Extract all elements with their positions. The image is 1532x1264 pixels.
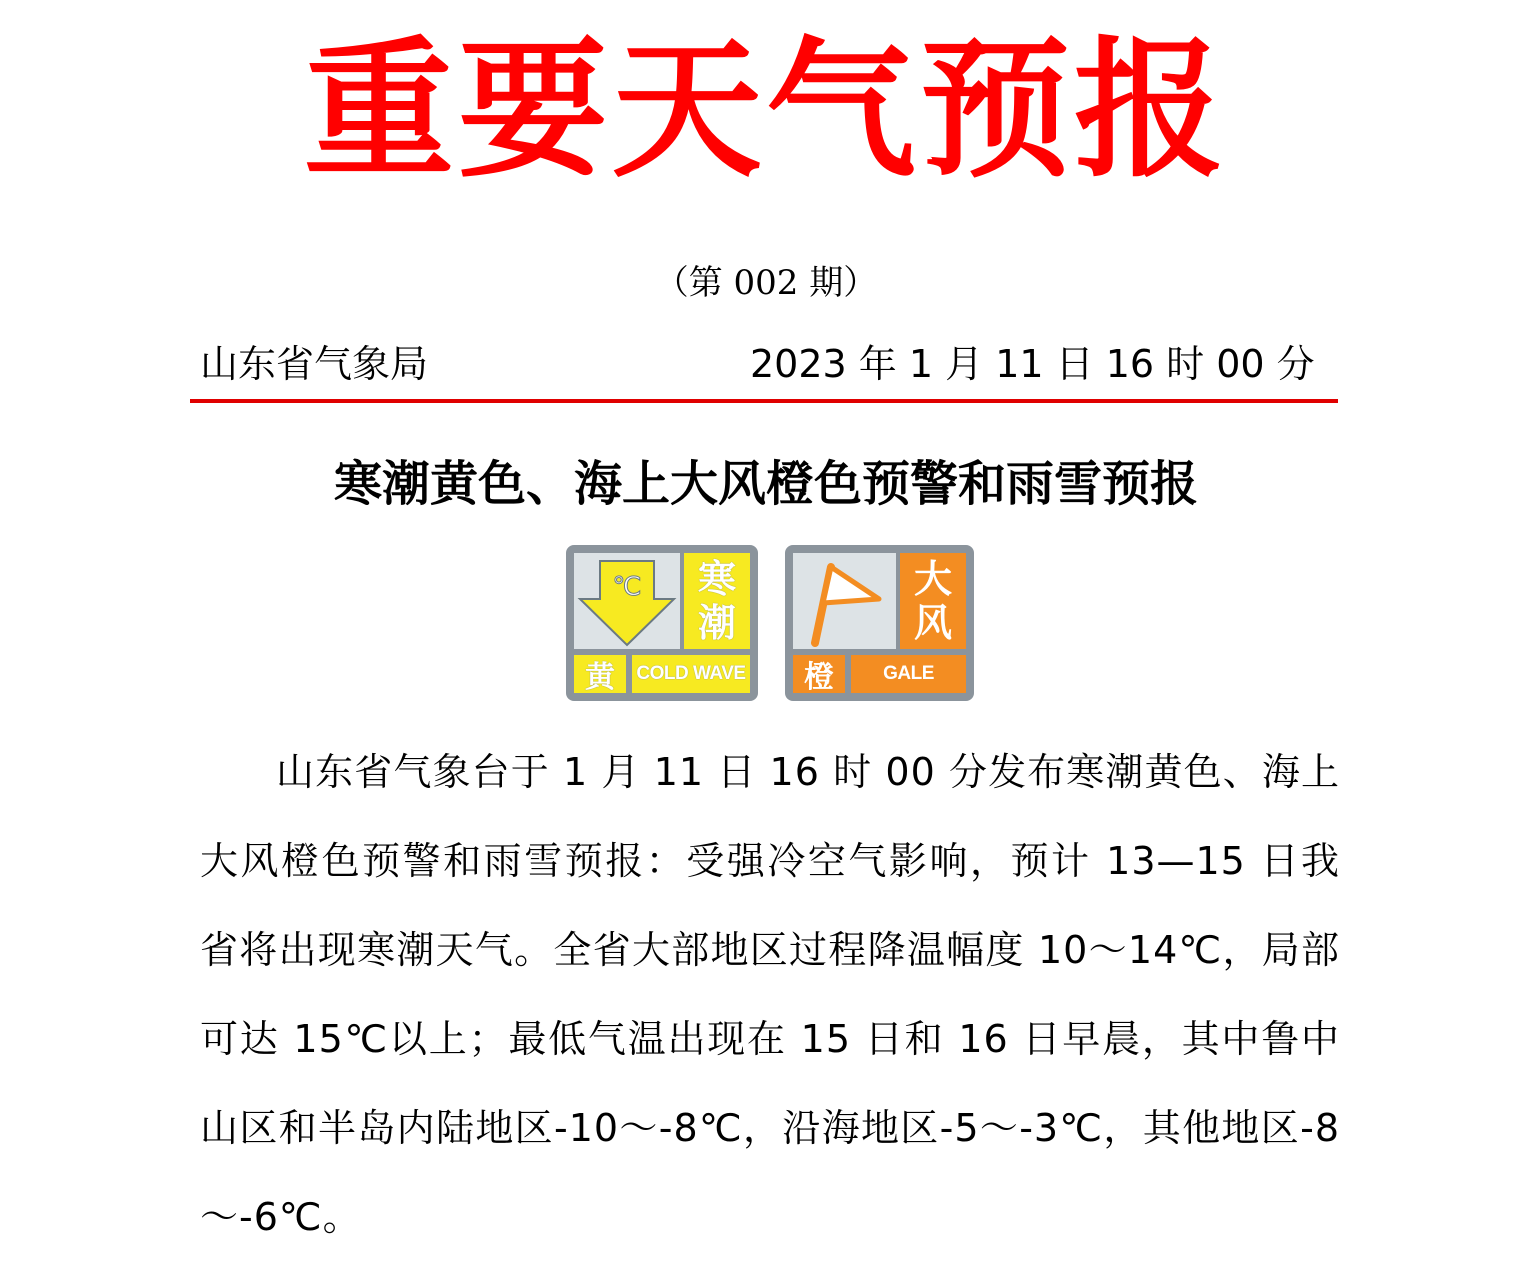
cold-wave-pictogram	[574, 553, 680, 649]
cold-wave-english-label: COLD WAVE	[632, 655, 750, 693]
cold-wave-name-line2: 潮	[697, 601, 736, 645]
gale-level: 橙	[793, 655, 845, 693]
celsius-symbol: ℃	[612, 572, 642, 602]
gale-orange-signal	[785, 545, 974, 701]
wind-flag-icon	[793, 553, 896, 649]
gale-english-label: GALE	[851, 655, 966, 693]
issued-time: 2023 年 1 月 11 日 16 时 00 分	[750, 342, 1315, 386]
gale-name-line1: 大	[913, 557, 952, 601]
cold-wave-level: 黄	[574, 655, 626, 693]
gale-pictogram	[793, 553, 896, 649]
gale-name	[900, 553, 966, 649]
cold-wave-yellow-signal	[566, 545, 758, 701]
masthead-title: 重要天气预报	[303, 22, 1228, 198]
cold-wave-name	[684, 553, 750, 649]
issuing-agency: 山东省气象局	[200, 342, 429, 386]
header-divider	[190, 399, 1338, 403]
document-title: 寒潮黄色、海上大风橙色预警和雨雪预报	[333, 456, 1198, 512]
down-arrow-thermometer-icon	[574, 553, 680, 649]
cold-wave-name-line1: 寒	[697, 557, 736, 601]
forecast-body: 山东省气象台于 1 月 11 日 16 时 00 分发布寒潮黄色、海上大风橙色预警和雨雪预报：受强冷空气影响，预计 13—15 日我省将出现寒潮天气。全省大部地区过程降温幅度 10～14℃，局部可达 15℃以上；最低气温出现在 15 日和 16 日早晨，其中鲁中山区和半岛内陆地区-10～-8℃，沿海地区-5～-3℃，其他地区-8～-6℃。	[200, 750, 1340, 1239]
issue-number: （第 002 期）	[654, 263, 878, 303]
gale-name-line2: 风	[913, 601, 952, 645]
